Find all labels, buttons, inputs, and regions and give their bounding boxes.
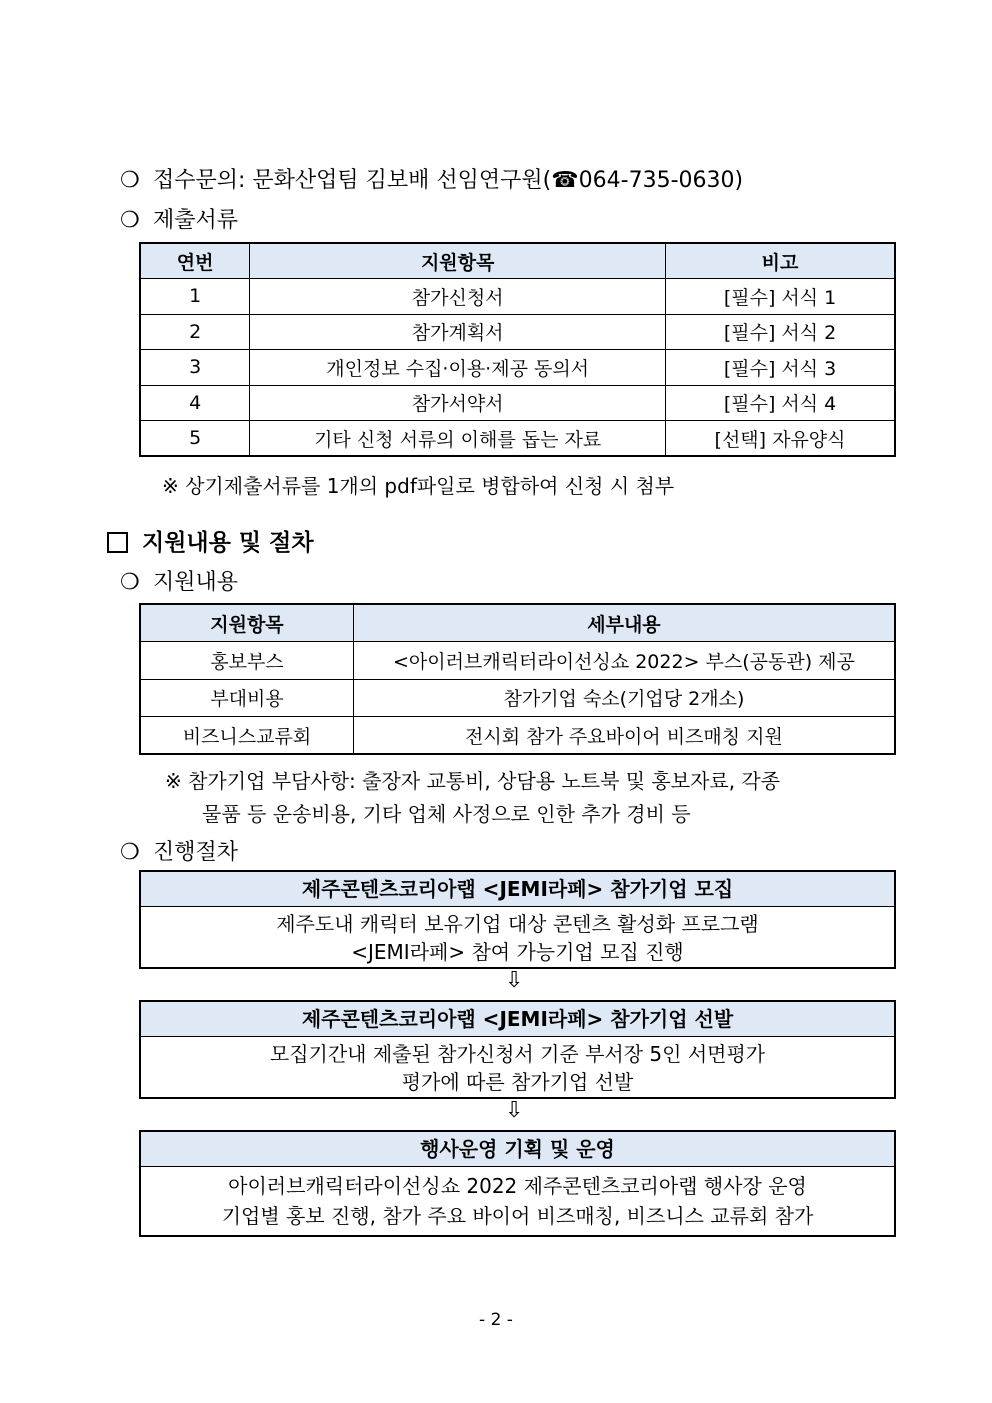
table-header-row [140, 243, 895, 279]
documents-heading [120, 203, 238, 234]
step-heading: 행사운영 기획 및 운영 [141, 1132, 894, 1167]
page-number: - 2 - [479, 1310, 513, 1330]
step-body-line: <JEMI라페> 참여 가능기업 모집 진행 [351, 940, 684, 964]
step-body-line: 기업별 홍보 진행, 참가 주요 바이어 비즈매칭, 비즈니스 교류회 참가 [221, 1204, 814, 1228]
table-cell: 개인정보 수집·이용·제공 동의서 [250, 350, 666, 386]
step-body-line: 평가에 따른 참가기업 선발 [401, 1070, 634, 1094]
process-heading [120, 835, 238, 866]
table-cell: 비즈니스교류회 [140, 717, 353, 755]
step-body [141, 1037, 894, 1096]
header-cell: 비고 [666, 243, 895, 279]
table-cell: <아이러브캐릭터라이선싱쇼 2022> 부스(공동관) 제공 [353, 642, 895, 680]
header-cell: 지원항목 [140, 604, 353, 642]
table-cell: 전시회 참가 주요바이어 비즈매칭 지원 [353, 717, 895, 755]
table-cell: 3 [140, 350, 250, 386]
documents-note: ※ 상기제출서류를 1개의 pdf파일로 병합하여 신청 시 첨부 [162, 474, 675, 498]
header-cell: 지원항목 [250, 243, 666, 279]
process-step-box [139, 1000, 896, 1099]
support-title: 지원내용 [153, 570, 239, 595]
table-row [140, 385, 895, 421]
step-body-line: 아이러브캐릭터라이선싱쇼 2022 제주콘텐츠코리아랩 행사장 운영 [228, 1174, 807, 1198]
step-body [141, 907, 894, 966]
table-cell: [필수] 서식 2 [666, 314, 895, 350]
table-cell: [필수] 서식 1 [666, 279, 895, 315]
table-cell: 홍보부스 [140, 642, 353, 680]
step-body-line: 제주도내 캐릭터 보유기업 대상 콘텐츠 활성화 프로그램 [276, 912, 759, 936]
step-heading: 제주콘텐츠코리아랩 <JEMI라페> 참가기업 선발 [141, 1002, 894, 1037]
support-table [139, 603, 896, 755]
table-cell: 참가기업 숙소(기업당 2개소) [353, 679, 895, 717]
table-row [140, 421, 895, 457]
table-cell: 1 [140, 279, 250, 315]
down-arrow-icon: ⇩ [505, 1098, 524, 1123]
section-heading [107, 524, 314, 557]
table-cell: 참가서약서 [250, 385, 666, 421]
table-cell: [선택] 자유양식 [666, 421, 895, 457]
table-cell: [필수] 서식 3 [666, 350, 895, 386]
table-row [140, 314, 895, 350]
documents-table [139, 242, 896, 457]
documents-title: 제출서류 [153, 208, 239, 233]
down-arrow-icon: ⇩ [505, 968, 524, 993]
table-row [140, 279, 895, 315]
step-body [141, 1167, 894, 1231]
table-cell: 참가계획서 [250, 314, 666, 350]
support-note-line1: ※ 참가기업 부담사항: 출장자 교통비, 상담용 노트북 및 홍보자료, 각종 [165, 769, 781, 793]
table-row [140, 717, 895, 755]
section-title: 지원내용 및 절차 [142, 530, 314, 556]
step-body-line: 모집기간내 제출된 참가신청서 기준 부서장 5인 서면평가 [269, 1042, 766, 1066]
table-cell: 2 [140, 314, 250, 350]
table-cell: 부대비용 [140, 679, 353, 717]
circle-bullet-icon: ❍ [120, 570, 140, 595]
support-heading [120, 565, 238, 596]
inquiry-text: 접수문의: 문화산업팀 김보배 선임연구원(☎064-735-0630) [153, 168, 744, 193]
table-cell: 4 [140, 385, 250, 421]
table-cell: 5 [140, 421, 250, 457]
table-row [140, 642, 895, 680]
circle-bullet-icon: ❍ [120, 840, 140, 865]
circle-bullet-icon: ❍ [120, 168, 140, 193]
table-header-row [140, 604, 895, 642]
header-cell: 연번 [140, 243, 250, 279]
header-cell: 세부내용 [353, 604, 895, 642]
table-cell: [필수] 서식 4 [666, 385, 895, 421]
checkbox-square-icon [107, 532, 128, 553]
table-row [140, 679, 895, 717]
table-cell: 참가신청서 [250, 279, 666, 315]
process-step-box [139, 870, 896, 969]
inquiry-line [120, 163, 743, 194]
table-cell: 기타 신청 서류의 이해를 돕는 자료 [250, 421, 666, 457]
process-title: 진행절차 [153, 840, 239, 865]
support-note-line2: 물품 등 운송비용, 기타 업체 사정으로 인한 추가 경비 등 [202, 802, 691, 826]
table-row [140, 350, 895, 386]
process-step-box [139, 1130, 896, 1237]
circle-bullet-icon: ❍ [120, 208, 140, 233]
step-heading: 제주콘텐츠코리아랩 <JEMI라페> 참가기업 모집 [141, 872, 894, 907]
